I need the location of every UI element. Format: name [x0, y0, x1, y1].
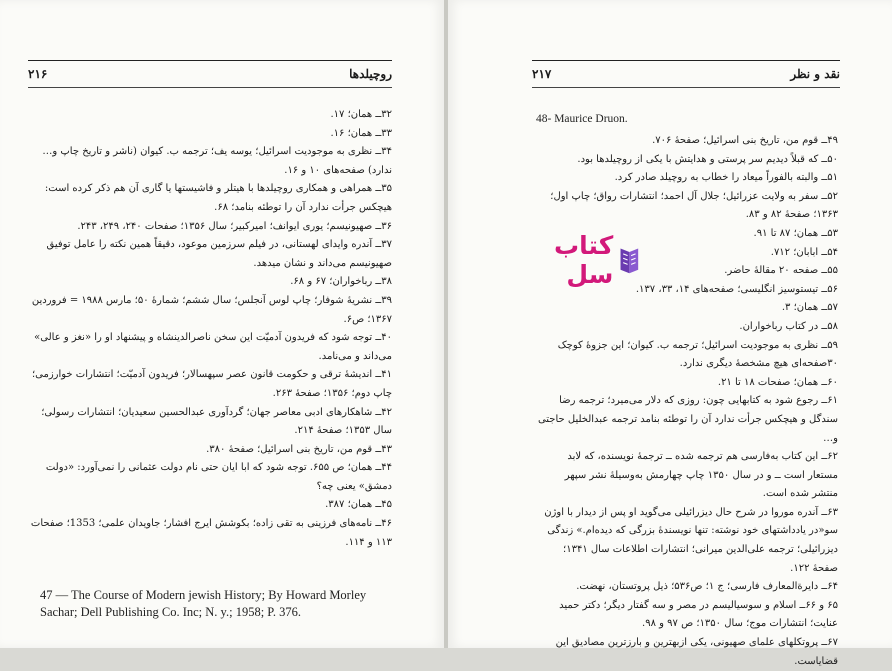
book-icon [617, 243, 642, 277]
endnote-item: ۵۱ــ والبته بالفوراً میعاد را خطاب به روچیلد صادر کرد. [614, 172, 838, 184]
running-title: نقد و نظر [790, 67, 840, 81]
endnote-item: ۶۲ــ این کتاب به‌فارسی هم ترجمه شده ــ ترجمهٔ نویسنده، که لابد مستعار است ــ و در سال ۱۳۵۰ چاپ چهارمش به‌وسیلهٔ نشر سپهر منتشر شده است. [564, 451, 838, 500]
endnote-item: ۶۴ــ دایرة‌المعارف فارسی؛ ج ۱؛ ص۵۳۶؛ ذیل پروتستان، نهضت. [576, 581, 838, 593]
endnote-item: ۵۸ــ در کتاب رباخواران. [739, 320, 838, 332]
endnote-item: ۶۰ــ همان؛ صفحات ۱۸ تا ۲۱. [717, 376, 838, 388]
endnote-item: ۴۱ــ اندیشهٔ ترقی و حکومت قانون عصر سپهسالار؛ فریدون آدمیّت؛ انتشارات خوارزمی؛ چاپ دوم؛ ۱۳۵۶؛ صفحهٔ ۲۶۳. [31, 369, 392, 399]
endnote-item: ۳۷ــ آندره وایدای لهستانی، در فیلم سرزمین موعود، دقیقاً همین نکته را عامل توفیق صهیونیسم می‌داند و نشان میدهد. [46, 239, 392, 269]
endnote-item: ۳۸ــ رباخواران؛ ۶۷ و ۶۸. [290, 276, 392, 288]
endnote-item: ۴۹ــ قوم من، تاریخ بنی اسرائیل؛ صفحهٔ ۷۰۶. [652, 135, 838, 146]
endnote-item: ۶۵ و ۶۶ــ اسلام و سوسیالیسم در مصر و سه گفتار دیگر؛ دکتر حمید عنایت؛ انتشارات موج؛ سال ۱۳۵۰؛ ص ۹۷ و ۹۸. [559, 599, 838, 630]
endnote-item: ۵۳ــ همان؛ ۸۷ تا ۹۱. [753, 227, 838, 239]
endnote-item: ۳۴ــ نظری به موجودیت اسرائیل؛ یوسه یف؛ ترجمه ب. کیوان (ناشر و تاریخ چاپ و… ندارد) صفحه‌های ۱۰ و ۱۶. [42, 146, 392, 176]
endnote-item: ۳۶ــ صهیونیسم؛ یوری ایوانف؛ امیرکبیر؛ سال ۱۳۵۶؛ صفحات ۲۴۰، ۲۴۹، ۲۴۳. [77, 220, 392, 232]
right-page [448, 0, 892, 667]
endnote-item: ۵۰ــ که قبلاً دیدیم سر پرستی و هدایتش با یکی از روچیلدها بود. [577, 153, 838, 165]
latin-endnote: 47 — The Course of Modern jewish History; By Howard Morley Sachar; Dell Publishing Co. Inc; N. y.; 1958; P. 376. [40, 588, 367, 619]
left-page [0, 0, 444, 648]
latin-endnote: 48- Maurice Druon. [536, 113, 628, 125]
endnote-item: ۳۲ــ همان؛ ۱۷. [330, 109, 392, 120]
endnote-item: ۳۵ــ همراهی و همکاری روچیلدها با هیتلر و فاشیستها یا گاری آن هم ذکر کرده است: هیچکس جرأت ندارد آن را توطئه بنامد؛ ۶۸. [44, 183, 392, 213]
endnote-item: ۴۰ــ توجه شود که فریدون آدمیّت این سخن ناصرالدینشاه و پیشنهاد او را «نغز و عالی» می‌داند و می‌نامد. [34, 332, 392, 362]
endnote-item: ۴۲ــ شاهکارهای ادبی معاصر جهان؛ گردآوری عبدالحسین سعیدیان؛ انتشارات رسولی؛ سال ۱۳۵۳؛ صفحهٔ ۲۱۴. [41, 406, 392, 437]
page-number: ۲۱۶ [28, 67, 48, 81]
endnote-item: ۵۴ــ ابابان؛ ۷۱۲. [770, 246, 838, 258]
endnote-item: ۳۳ــ همان؛ ۱۶. [330, 127, 392, 139]
endnotes-list [536, 132, 838, 671]
endnote-item: ۶۱ــ رجوع شود به کتابهایی چون: روزی که دلار می‌میرد؛ ترجمه رضا سندگل و هیچکس جرأت ندارد آن را توطئه بنامد ترجمه عبدالخلیل حاجتی و… [537, 395, 838, 444]
endnote-item: ۴۳ــ قوم من، تاریخ بنی اسرائیل؛ صفحهٔ ۳۸۰. [206, 443, 392, 455]
endnotes-list [24, 106, 392, 552]
page-number: ۲۱۷ [532, 67, 552, 81]
endnote-item: ۵۷ــ همان؛ ۳. [781, 302, 838, 314]
endnote-item: ۵۲ــ سفر به ولایت عزرائیل؛ جلال آل احمد؛ انتشارات رواق؛ چاپ اول؛ ۱۳۶۳؛ صفحهٔ ۸۲ و ۸۳. [550, 190, 838, 221]
right-page-header [532, 60, 840, 88]
endnote-item: ۶۳ــ آندره موروا در شرح حال دیزرائیلی می‌گوید او پس از دیدار با اوژن سو«در یادداشتهای خود نوشته: تنها نویسندهٔ بزرگی که دیده‌ام.» زندگی دیزرائیلی؛ ترجمه علی‌الدین میرانی؛ انتشارات اطلاعات سال ۱۳۴۱؛ صفحهٔ ۱۲۲. [544, 506, 838, 574]
watermark-logo [512, 231, 642, 289]
endnote-item: ۵۶ــ تیستوسیز انگلیسی؛ صفحه‌های ۱۴، ۳۳، ۱۳۷. [635, 283, 838, 295]
endnote-item: ۵۵ــ صفحه ۲۰ مقالهٔ حاضر. [724, 265, 838, 277]
endnote-item: ۴۵ــ همان؛ ۳۸۷. [325, 499, 392, 511]
endnote-item: ۶۷ــ پروتکلهای علمای صهیونی، یکی ازبهترین و بارزترین مصادیق این قضایاست. [555, 637, 838, 667]
endnote-item: ۳۹ــ نشریهٔ شوفار؛ چاپ لوس آنجلس؛ سال ششم؛ شمارهٔ ۵۰؛ مارس ۱۹۸۸ = فروردین ۱۳۶۷؛ ص۶. [31, 294, 392, 325]
endnote-item: ۴۴ــ همان؛ ص ۶۵۵. توجه شود که ابا ایان حتی نام دولت عثمانی را نمی‌آورد: «دولت دمشق» یعنی چه؟ [45, 462, 392, 492]
running-title: روچیلدها [349, 67, 392, 81]
endnote-item: ۵۹ــ نظری به موجودیت اسرائیل؛ ترجمه ب. کیوان؛ این جزوهٔ کوچک ۳۰صفحه‌ای هیچ مشخصهٔ دیگری ندارد. [557, 339, 838, 370]
left-page-header [28, 60, 392, 88]
watermark-text: کتاب سل [554, 231, 614, 289]
endnote-item: ۴۶ــ نامه‌های فرزینی به تقی زاده؛ بکوشش ایرج افشار؛ جاویدان علمی؛ 1353؛ صفحات ۱۱۳ و ۱۱۴. [30, 518, 392, 548]
